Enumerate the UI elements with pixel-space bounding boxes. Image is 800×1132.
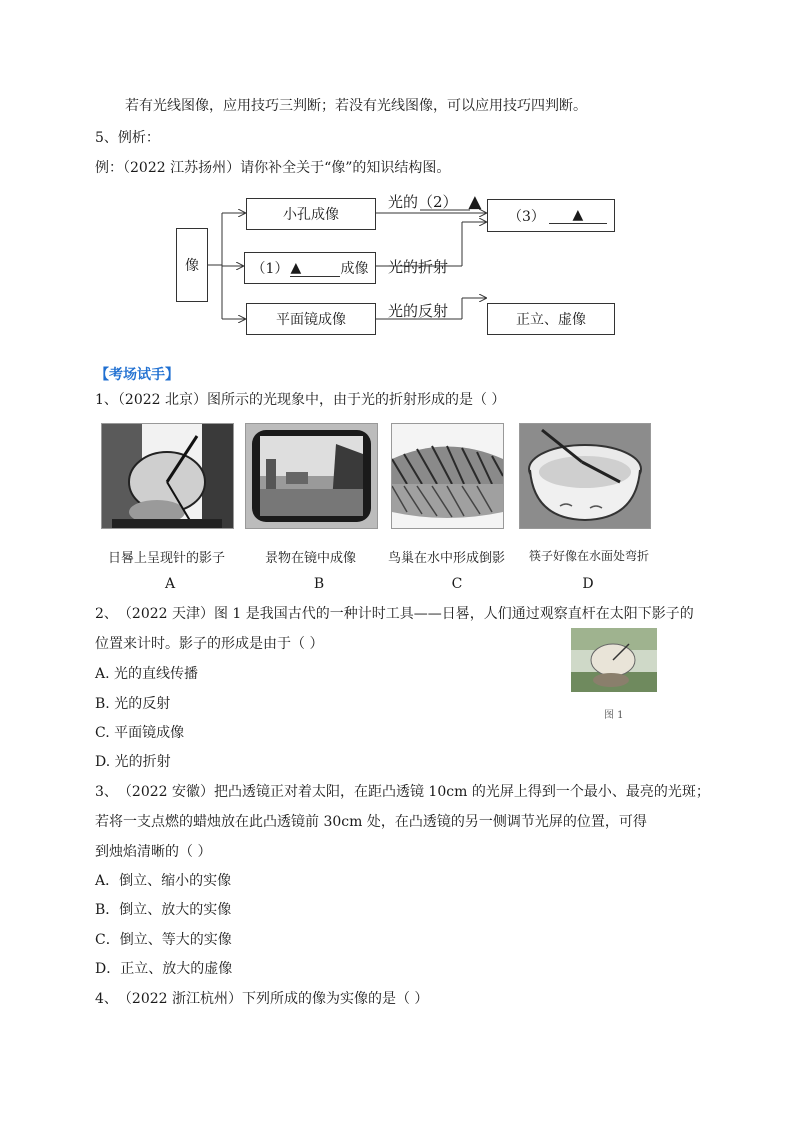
- figure-1-image: [571, 628, 657, 692]
- caption-d: 筷子好像在水面处弯折: [528, 549, 649, 563]
- blank-1-triangle: ▲: [290, 259, 302, 276]
- q2-option-d: D. 光的折射: [95, 754, 171, 770]
- chopsticks-photo: [519, 423, 651, 529]
- item-5-heading: 5、例析：: [95, 130, 160, 146]
- q3-line-3: 到烛焰清晰的（ ）: [95, 844, 212, 860]
- q2-option-c: C. 平面镜成像: [95, 725, 185, 741]
- plane-mirror-box: [246, 303, 376, 335]
- option-letter-d: D: [582, 576, 594, 592]
- option-letter-b: B: [313, 576, 325, 592]
- upright-virtual-box: [487, 303, 615, 335]
- q3-line-1: 3、 （2022 安徽）把凸透镜正对着太阳，在距凸透镜 10cm 的光屏上得到一个最小、最亮的光斑；: [95, 784, 710, 800]
- light-blank-2-triangle: ▲: [468, 192, 482, 212]
- section-header: 【考场试手】: [95, 367, 179, 383]
- caption-c: 鸟巢在水中形成倒影: [387, 551, 505, 566]
- example-stem: 例：（2022 江苏扬州）请你补全关于“像”的知识结构图。: [95, 160, 451, 176]
- caption-a: 日晷上呈现针的影子: [107, 551, 225, 566]
- pinhole-box: [246, 198, 376, 230]
- blank-1-box: [244, 252, 376, 284]
- birds-nest-photo: [391, 423, 504, 529]
- mirror-image: [246, 424, 377, 528]
- birds-nest-image: [392, 424, 503, 528]
- q2-option-b: B. 光的反射: [95, 696, 171, 712]
- q3-option-b: B．倒立、放大的实像: [95, 902, 232, 918]
- option-letter-a: A: [164, 576, 176, 592]
- chopsticks-image: [520, 424, 650, 528]
- figure-1-photo: [571, 628, 657, 692]
- q3-option-a: A．倒立、缩小的实像: [95, 873, 232, 889]
- pinhole-label: 小孔成像: [283, 207, 339, 223]
- diagram-root-box: [176, 228, 208, 302]
- sundial-image: [102, 424, 233, 528]
- blank-3-box: [487, 199, 615, 232]
- blank-3-triangle: ▲: [572, 207, 584, 223]
- intro-text: 若有光线图像，应用技巧三判断；若没有光线图像，可以应用技巧四判断。: [125, 98, 587, 114]
- q2-line-2: 位置来计时。影子的形成是由于（ ）: [95, 636, 324, 652]
- q3-option-d: D．正立、放大的虚像: [95, 961, 233, 977]
- blank-3-number: （3）: [508, 208, 545, 225]
- q2-line-1: 2、 （2022 天津）图 1 是我国古代的一种计时工具——日晷，人们通过观察直杆在太阳下影子的: [95, 606, 694, 622]
- light-blank-2-label: [388, 191, 481, 212]
- blank-1-suffix: 成像: [340, 261, 369, 277]
- caption-b: 景物在镜中成像: [264, 551, 356, 566]
- mirror-photo: [245, 423, 378, 529]
- sundial-photo: [101, 423, 234, 529]
- q1-stem: 1、（2022 北京）图所示的光现象中，由于光的折射形成的是（ ）: [95, 392, 506, 408]
- upright-virtual-label: 正立、虚像: [516, 312, 586, 328]
- q3-line-2: 若将一支点燃的蜡烛放在此凸透镜前 30cm 处，在凸透镜的另一侧调节光屏的位置，可得: [95, 814, 647, 830]
- reflection-label: 光的反射: [388, 302, 449, 320]
- blank-1-number: （1）: [251, 261, 289, 277]
- light-blank-2-text: 光的（2）: [388, 193, 458, 211]
- q3-option-c: C．倒立、等大的实像: [95, 932, 232, 948]
- refraction-label: 光的折射: [388, 258, 449, 276]
- figure-1-caption: 图 1: [604, 710, 624, 721]
- plane-mirror-label: 平面镜成像: [276, 312, 346, 328]
- blank-1-line: [290, 260, 340, 277]
- option-letter-c: C: [451, 576, 463, 592]
- q4-stem: 4、 （2022 浙江杭州）下列所成的像为实像的是（ ）: [95, 991, 429, 1007]
- blank-3-line: [549, 207, 607, 224]
- diagram-root-label: 像: [185, 258, 199, 274]
- q2-option-a: A. 光的直线传播: [95, 666, 199, 682]
